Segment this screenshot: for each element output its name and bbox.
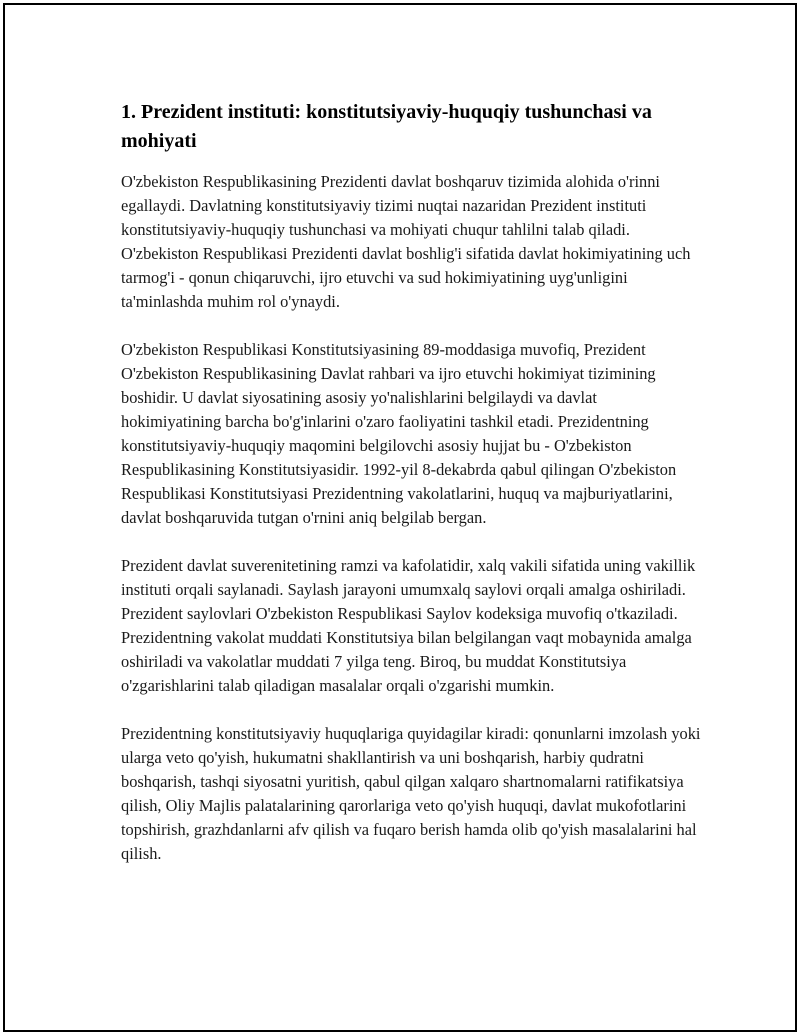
page-frame [3,3,797,1032]
paragraph-1: O'zbekiston Respublikasining Prezidenti davlat boshqaruv tizimida alohida o'rinni egallaydi. Davlatning konstitutsiyaviy tizimi nuqtai nazaridan Prezident instituti konstitutsiyaviy-huquqiy tushunchasi va mohiyati chuqur tahlilni talab qiladi. O'zbekiston Respublikasi Prezidenti davlat boshlig'i sifatida davlat hokimiyatining uch tarmog'i - qonun chiqaruvchi, ijro etuvchi va sud hokimiyatining uyg'unligini ta'minlashda muhim rol o'ynaydi. [121,172,691,311]
paragraph-4: Prezidentning konstitutsiyaviy huquqlariga quyidagilar kiradi: qonunlarni imzolash yoki ularga veto qo'yish, hukumatni shakllantirish va uni boshqarish, harbiy qudratni boshqarish, tashqi siyosatni yuritish, qabul qilgan xalqaro shartnomalarni ratifikatsiya qilish, Oliy Majlis palatalarining qarorlariga veto qo'yish huquqi, davlat mukofotlarini topshirish, grazhdanlarni afv qilish va fuqaro berish hamda olib qo'yish masalalarini hal qilish. [121,724,701,863]
paragraph-3: Prezident davlat suverenitetining ramzi va kafolatidir, xalq vakili sifatida uning vakillik instituti orqali saylanadi. Saylash jarayoni umumxalq saylovi orqali amalga oshiriladi. Prezident saylovlari O'zbekiston Respublikasi Saylov kodeksiga muvofiq o'tkaziladi. Prezidentning vakolat muddati Konstitutsiya bilan belgilangan vaqt mobaynida amalga oshiriladi va vakolatlar muddati 7 yilga teng. Biroq, bu muddat Konstitutsiya o'zgarishlarini talab qiladigan masalalar orqali o'zgarishi mumkin. [121,556,696,695]
section-heading: 1. Prezident instituti: konstitutsiyaviy-huquqiy tushunchasi va mohiyati [121,101,652,152]
paragraph-2: O'zbekiston Respublikasi Konstitutsiyasining 89-moddasiga muvofiq, Prezident O'zbekiston Respublikasining Davlat rahbari va ijro etuvchi hokimiyat tizimining boshidir. U davlat siyosatining asosiy yo'nalishlarini belgilaydi va davlat hokimiyatining barcha bo'g'inlarini o'zaro faoliyatini tashkil etadi. Prezidentning konstitutsiyaviy-huquqiy maqomini belgilovchi asosiy hujjat bu - O'zbekiston Respublikasining Konstitutsiyasidir. 1992-yil 8-dekabrda qabul qilingan O'zbekiston Respublikasi Konstitutsiyasi Prezidentning vakolatlarini, huquq va majburiyatlarini, davlat boshqaruvida tutgan o'rnini aniq belgilab bergan. [121,340,677,527]
document-body [121,98,701,866]
